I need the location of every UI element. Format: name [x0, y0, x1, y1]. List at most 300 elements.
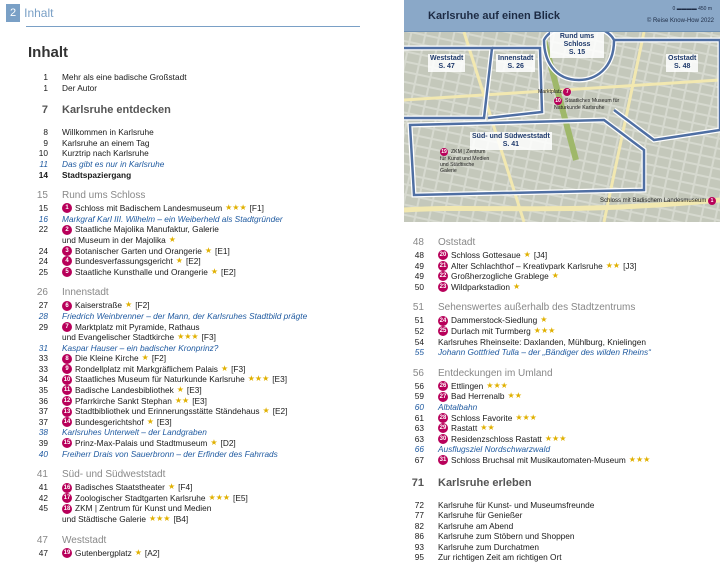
- toc-entry-title: Staatliche Majolika Manufaktur, Galerie: [75, 224, 219, 235]
- place-badge: 7: [563, 88, 571, 96]
- toc-page-number: 63: [414, 433, 424, 444]
- rating-stars: ★★: [480, 423, 495, 433]
- toc-entry[interactable]: [28, 267, 368, 278]
- toc-page-number: 82: [414, 520, 424, 531]
- map-grid-reference: [F3]: [201, 332, 216, 343]
- toc-gap: [28, 93, 368, 102]
- toc-page-number: 1: [43, 82, 48, 93]
- page-title: Inhalt: [28, 44, 68, 61]
- scale-start: 0: [672, 6, 676, 12]
- toc-entry-title: Karlsruhe erleben: [438, 476, 532, 489]
- district-name: Innenstadt: [498, 55, 534, 62]
- toc-entry-title: Gutenbergplatz: [75, 547, 132, 558]
- toc-entry[interactable]: [404, 326, 720, 337]
- toc-entry[interactable]: [404, 521, 720, 532]
- toc-entry-title: Die Kleine Kirche: [75, 353, 139, 364]
- toc-entry[interactable]: [28, 514, 368, 525]
- toc-entry[interactable]: [404, 531, 720, 542]
- toc-entry-title: Marktplatz mit Pyramide, Rathaus: [75, 321, 200, 332]
- toc-page-number: 48: [412, 237, 424, 248]
- running-header: [0, 0, 53, 26]
- district-page: S. 15: [568, 49, 586, 56]
- toc-entry[interactable]: [28, 322, 368, 333]
- toc-entry[interactable]: [28, 449, 368, 460]
- toc-entry-text: [62, 311, 307, 322]
- district-label-schloss: [550, 32, 604, 58]
- toc-page-number: 77: [414, 510, 424, 521]
- map-place-zkm: [440, 148, 490, 174]
- toc-entry[interactable]: [28, 396, 368, 407]
- scale-end: 450 m: [698, 6, 712, 12]
- toc-entry-text: [62, 224, 219, 235]
- sight-number-badge: 4: [62, 256, 72, 266]
- toc-entry-text: [438, 500, 594, 511]
- toc-page-number: 72: [414, 499, 424, 510]
- toc-entry-title: Botanischer Garten und Orangerie: [75, 245, 202, 256]
- toc-gap: [28, 459, 368, 468]
- running-header-title: Inhalt: [24, 6, 54, 20]
- toc-entry-text: [62, 148, 149, 159]
- toc-page-number: 37: [38, 406, 48, 417]
- toc-page-number: 56: [414, 380, 424, 391]
- map-scale: 0 ▬▬▬▬ 450 m: [672, 6, 712, 12]
- toc-entry-text: [62, 353, 166, 364]
- map-grid-reference: [E2]: [185, 256, 201, 267]
- toc-entry-text: [62, 214, 283, 225]
- sight-number-badge: 8: [62, 354, 72, 364]
- rating-stars: ★: [204, 245, 213, 255]
- toc-page-number: 52: [414, 325, 424, 336]
- map-grid-reference: [D2]: [220, 438, 236, 449]
- toc-page-number: 54: [414, 336, 424, 347]
- toc-entry-title: Pfarrkirche Sankt Stephan: [75, 395, 172, 406]
- map-grid-reference: [F1]: [249, 203, 264, 214]
- rating-stars: ★★: [605, 260, 621, 270]
- toc-entry-title: Schloss Gottesaue: [451, 250, 521, 260]
- toc-entry-text: [62, 322, 200, 333]
- sight-number-badge: 16: [63, 484, 71, 491]
- toc-entry-title: Johann Gottfried Tulla – der „Bändiger des wilden Rheins“: [438, 347, 651, 358]
- toc-entry-text: [438, 282, 520, 293]
- toc-page-number: 41: [38, 482, 48, 493]
- toc-page-number: 34: [38, 374, 48, 385]
- sight-number-badge: 31: [439, 457, 447, 464]
- toc-entry[interactable]: [28, 256, 368, 267]
- toc-entry-text: [62, 332, 216, 343]
- toc-entry[interactable]: [404, 510, 720, 521]
- toc-entry[interactable]: [404, 271, 720, 282]
- toc-entry-text: [438, 261, 636, 272]
- toc-entry[interactable]: [404, 500, 720, 511]
- toc-page-number: 38: [38, 427, 48, 438]
- toc-page-number: 33: [38, 363, 48, 374]
- toc-page-number: 59: [414, 391, 424, 402]
- toc-chapter-heading[interactable]: [28, 102, 368, 118]
- sight-number-badge: 17: [63, 495, 71, 502]
- toc-entry-title: Karlsruhes Unterwelt – der Landgraben: [62, 427, 207, 438]
- rating-stars: ★: [125, 300, 133, 310]
- toc-entry-text: [62, 170, 131, 181]
- toc-section-heading[interactable]: [28, 534, 368, 548]
- toc-entry-text: [438, 552, 562, 563]
- toc-entry-text: [438, 337, 646, 348]
- sight-number-badge: 26: [439, 383, 447, 390]
- sight-number-badge: 27: [439, 393, 447, 400]
- toc-entry[interactable]: [28, 353, 368, 364]
- sight-number-badge: 29: [439, 425, 447, 432]
- toc-page-number: 39: [38, 438, 48, 449]
- toc-entry-title: Großherzogliche Grablege: [451, 271, 549, 282]
- toc-entry[interactable]: [404, 315, 720, 326]
- map-grid-reference: [F2]: [135, 300, 150, 311]
- district-name: Rund ums Schloss: [559, 33, 595, 48]
- toc-page-number: 50: [414, 281, 424, 292]
- overview-map: [404, 0, 720, 222]
- sight-number-badge: 18: [63, 505, 71, 512]
- toc-page-number: 1: [43, 72, 48, 82]
- map-grid-reference: [J3]: [623, 260, 637, 271]
- toc-page-number: 9: [43, 137, 48, 148]
- toc-entry-title: Süd- und Südweststadt: [62, 469, 166, 481]
- toc-entry[interactable]: [404, 282, 720, 293]
- toc-entry-title: Alter Schlachthof – Kreativpark Karlsruhe: [451, 260, 603, 271]
- toc-entry[interactable]: [28, 364, 368, 375]
- toc-entry-text: [438, 250, 547, 261]
- rating-stars: ★★★: [225, 203, 247, 213]
- toc-entry-title: ZKM | Zentrum für Kunst und Medien: [75, 503, 212, 514]
- toc-entry-title: Staatliche Kunsthalle und Orangerie: [75, 266, 208, 277]
- toc-entry-text: [62, 514, 188, 525]
- toc-entry[interactable]: [404, 347, 720, 358]
- toc-entry-text: [62, 300, 150, 311]
- toc-entry[interactable]: [28, 406, 368, 417]
- district-label-oststadt: [666, 54, 698, 72]
- toc-entry[interactable]: [28, 332, 368, 343]
- toc-entry[interactable]: [28, 159, 368, 170]
- toc-entry-title: Zur richtigen Zeit am richtigen Ort: [438, 552, 562, 563]
- toc-entry[interactable]: [404, 542, 720, 553]
- toc-entry[interactable]: [28, 246, 368, 257]
- sight-number-badge: 22: [439, 273, 447, 280]
- toc-entry-title: Kaiserstraße: [75, 300, 123, 311]
- toc-entry[interactable]: [404, 402, 720, 413]
- toc-entry-text: [62, 396, 207, 407]
- rating-stars: ★: [220, 363, 229, 373]
- toc-page-number: 7: [41, 104, 48, 117]
- toc-entry-text: [438, 236, 475, 250]
- rating-stars: ★: [262, 406, 270, 416]
- toc-entry-title: Karlsruhe für Genießer: [438, 510, 523, 521]
- toc-entry-text: [438, 531, 575, 542]
- rating-stars: ★★★: [148, 514, 171, 523]
- place-badge: 1: [708, 197, 716, 205]
- toc-entry[interactable]: [28, 235, 368, 246]
- toc-entry[interactable]: [404, 423, 720, 434]
- district-label-innenstadt: [496, 54, 535, 72]
- toc-page-number: 16: [38, 213, 48, 224]
- toc-entry[interactable]: [28, 127, 368, 138]
- toc-gap: [28, 118, 368, 127]
- toc-page-number: 41: [36, 469, 48, 481]
- district-page: S. 41: [502, 141, 520, 148]
- toc-entry-title: Innenstadt: [62, 287, 109, 299]
- toc-page-number: 51: [414, 315, 424, 326]
- toc-entry-title: Stadtbibliothek und Erinnerungsstätte Ständehaus: [75, 406, 260, 417]
- toc-entry[interactable]: [404, 413, 720, 424]
- map-copyright: © Reise Know-How 2022: [646, 18, 714, 24]
- district-page: S. 48: [674, 63, 691, 70]
- toc-entry[interactable]: [28, 170, 368, 181]
- toc-entry[interactable]: [404, 444, 720, 455]
- toc-entry-title: Rastatt: [451, 423, 478, 434]
- sight-number-badge: 12: [63, 397, 71, 404]
- toc-entry-text: [62, 83, 97, 94]
- toc-entry[interactable]: [404, 391, 720, 402]
- toc-entry[interactable]: [28, 148, 368, 159]
- toc-entry[interactable]: [28, 503, 368, 514]
- toc-page-number: 86: [414, 531, 424, 542]
- toc-entry-title: Rondellplatz mit Markgräflichem Palais: [75, 363, 218, 374]
- toc-entry-text: [438, 381, 508, 392]
- toc-right: [404, 236, 720, 563]
- toc-entry-text: [438, 434, 566, 445]
- toc-entry[interactable]: [28, 343, 368, 354]
- toc-page-number: 49: [414, 260, 424, 271]
- toc-entry[interactable]: [404, 434, 720, 445]
- toc-entry-title: Schloss mit Badischem Landesmuseum: [75, 203, 223, 214]
- rating-stars: ★: [167, 482, 176, 492]
- map-place-marktplatz: [538, 88, 574, 96]
- toc-entry-title: Entdeckungen im Umland: [438, 367, 553, 379]
- toc-page-number: 48: [414, 250, 424, 260]
- toc-entry-text: [438, 347, 651, 358]
- map-grid-reference: [F2]: [151, 353, 167, 364]
- toc-entry[interactable]: [28, 374, 368, 385]
- toc-page-number: 93: [414, 541, 424, 552]
- toc-page-number: 47: [36, 534, 48, 546]
- toc-page-number: 60: [414, 401, 424, 412]
- rating-stars: ★: [146, 416, 154, 426]
- district-name: Oststadt: [668, 55, 697, 62]
- toc-page-number: 47: [38, 547, 48, 558]
- rating-stars: ★: [523, 250, 531, 259]
- sight-number-badge: 28: [439, 414, 447, 421]
- toc-entry[interactable]: [28, 138, 368, 149]
- toc-section-heading[interactable]: [28, 468, 368, 482]
- rating-stars: ★: [168, 234, 176, 244]
- toc-chapter-heading[interactable]: [404, 475, 720, 491]
- toc-page-number: 14: [38, 169, 48, 180]
- toc-entry[interactable]: [404, 261, 720, 272]
- toc-entry-text: [438, 301, 635, 315]
- toc-page-number: 66: [414, 444, 424, 455]
- toc-entry[interactable]: [28, 427, 368, 438]
- district-page: S. 47: [438, 63, 455, 70]
- toc-gap: [404, 292, 720, 301]
- toc-entry[interactable]: [28, 438, 368, 449]
- toc-entry-title: Wildparkstadion: [451, 281, 511, 292]
- toc-page-number: 24: [38, 256, 48, 267]
- toc-entry-text: [62, 343, 218, 354]
- toc-entry[interactable]: [28, 548, 368, 559]
- district-name: Weststadt: [430, 55, 464, 62]
- toc-entry-title: Prinz-Max-Palais und Stadtmuseum: [75, 438, 208, 449]
- toc-gap: [28, 180, 368, 189]
- map-title-bar: [404, 0, 720, 32]
- place-name: Staatliches Museum für Naturkunde Karlsruhe: [554, 98, 620, 111]
- toc-entry-title: und Museum in der Majolika: [62, 234, 166, 245]
- toc-entry-title: Badische Landesbibliothek: [75, 385, 174, 396]
- rating-stars: ★★: [174, 395, 190, 405]
- map-grid-reference: [A2]: [144, 547, 160, 558]
- sight-number-badge: 3: [62, 246, 72, 256]
- toc-page-number: 10: [38, 148, 48, 159]
- toc-entry-text: [438, 455, 650, 466]
- toc-entry-text: [438, 423, 495, 434]
- place-name: Marktplatz: [538, 89, 562, 95]
- page-number: 2: [6, 4, 20, 22]
- toc-entry-title: Dammerstock-Siedlung: [451, 315, 538, 326]
- map-grid-reference: [E3]: [156, 416, 172, 427]
- toc-entry-title: Zoologischer Stadtgarten Karlsruhe: [75, 492, 206, 503]
- toc-entry[interactable]: [404, 250, 720, 261]
- rating-stars: ★★★: [208, 492, 231, 502]
- district-name: Süd- und Südweststadt: [472, 133, 550, 140]
- toc-entry[interactable]: [28, 417, 368, 428]
- toc-left: [28, 72, 368, 558]
- toc-entry-title: Rund ums Schloss: [62, 190, 146, 202]
- toc-page-number: 22: [38, 224, 48, 235]
- toc-entry[interactable]: [404, 381, 720, 392]
- toc-entry[interactable]: [28, 311, 368, 322]
- toc-gap: [404, 466, 720, 475]
- toc-entry[interactable]: [28, 72, 368, 83]
- toc-entry-title: Stadtspaziergang: [62, 169, 132, 180]
- toc-entry-text: [62, 364, 245, 375]
- rating-stars: ★: [176, 385, 184, 395]
- toc-section-heading[interactable]: [404, 367, 720, 381]
- toc-section-heading[interactable]: [28, 189, 368, 203]
- toc-entry[interactable]: [404, 552, 720, 563]
- toc-entry-text: [438, 413, 537, 424]
- toc-entry[interactable]: [28, 83, 368, 94]
- toc-entry[interactable]: [28, 300, 368, 311]
- toc-page-number: 25: [38, 266, 48, 277]
- toc-entry-title: Durlach mit Turmberg: [451, 325, 531, 336]
- map-title: Karlsruhe auf einen Blick: [428, 10, 561, 22]
- toc-entry[interactable]: [404, 455, 720, 466]
- toc-entry[interactable]: [28, 493, 368, 504]
- right-page: [404, 0, 720, 568]
- toc-entry[interactable]: [28, 214, 368, 225]
- rating-stars: ★: [551, 271, 559, 281]
- toc-entry[interactable]: [28, 203, 368, 214]
- toc-gap: [28, 277, 368, 286]
- toc-page-number: 56: [412, 367, 424, 379]
- toc-section-heading[interactable]: [404, 301, 720, 315]
- sight-number-badge: 11: [63, 387, 71, 394]
- district-page: S. 26: [507, 63, 524, 70]
- toc-entry[interactable]: [28, 482, 368, 493]
- sight-number-badge: 14: [63, 419, 71, 426]
- toc-entry-text: [62, 159, 164, 170]
- sight-number-badge: 6: [62, 301, 72, 311]
- toc-entry-title: Bundesgerichtshof: [75, 416, 144, 427]
- toc-entry-text: [62, 189, 145, 203]
- rating-stars: ★: [513, 281, 521, 291]
- toc-page-number: 8: [43, 127, 48, 138]
- map-grid-reference: [E2]: [221, 266, 236, 277]
- toc-entry-title: Der Autor: [62, 82, 98, 93]
- toc-entry-text: [62, 286, 109, 300]
- toc-page-number: 35: [38, 385, 48, 396]
- toc-entry[interactable]: [28, 385, 368, 396]
- toc-entry-text: [62, 203, 264, 214]
- sight-number-badge: 10: [63, 376, 71, 383]
- toc-entry-title: Residenzschloss Rastatt: [451, 433, 542, 444]
- map-place-schloss: [600, 197, 719, 205]
- toc-entry-title: Karlsruhe zum Durchatmen: [438, 541, 539, 552]
- toc-page-number: 61: [414, 412, 424, 423]
- map-grid-reference: [E5]: [233, 492, 248, 503]
- toc-entry-title: Karlsruhe an einem Tag: [62, 137, 150, 148]
- toc-entry-text: [62, 449, 278, 460]
- toc-gap: [404, 491, 720, 500]
- district-label-weststadt: [428, 54, 465, 72]
- toc-entry-title: Bad Herrenalb: [451, 391, 505, 402]
- toc-page-number: 37: [38, 416, 48, 427]
- place-name: Schloss mit Badischem Landesmuseum: [600, 198, 707, 204]
- toc-page-number: 33: [38, 353, 48, 364]
- toc-entry-text: [438, 510, 522, 521]
- toc-page-number: 71: [411, 476, 424, 489]
- rating-stars: ★★★: [515, 412, 537, 422]
- rating-stars: ★: [210, 438, 218, 448]
- toc-entry-text: [438, 391, 522, 402]
- toc-page-number: 24: [38, 245, 48, 256]
- map-grid-reference: [F4]: [178, 482, 193, 493]
- toc-entry-text: [438, 315, 547, 326]
- toc-page-number: 42: [38, 492, 48, 503]
- toc-entry-title: Friedrich Weinbrenner – der Mann, der Karlsruhes Stadtbild prägte: [62, 310, 308, 321]
- toc-entry-title: Badisches Staatstheater: [75, 482, 165, 493]
- toc-entry-text: [438, 367, 553, 381]
- toc-entry-title: Sehenswertes außerhalb des Stadtzentrums: [438, 302, 636, 314]
- rating-stars: ★★★: [247, 374, 270, 384]
- toc-entry-title: Schloss Favorite: [451, 412, 513, 423]
- toc-entry-title: Willkommen in Karlsruhe: [62, 127, 154, 138]
- toc-entry-text: [62, 548, 160, 559]
- toc-entry-text: [62, 267, 236, 278]
- toc-entry-text: [62, 235, 176, 246]
- toc-entry-text: [62, 72, 187, 83]
- rating-stars: ★★★: [628, 454, 651, 464]
- toc-entry[interactable]: [28, 224, 368, 235]
- toc-section-heading[interactable]: [404, 236, 720, 250]
- sight-number-badge: 25: [439, 328, 447, 335]
- toc-page-number: 31: [38, 342, 48, 353]
- map-grid-reference: [F3]: [231, 363, 246, 374]
- toc-section-heading[interactable]: [28, 286, 368, 300]
- toc-entry[interactable]: [404, 337, 720, 348]
- toc-page-number: 11: [39, 158, 48, 169]
- rating-stars: ★: [134, 547, 142, 557]
- toc-entry-text: [438, 271, 559, 282]
- map-grid-reference: [E3]: [272, 374, 287, 385]
- sight-number-badge: 9: [62, 364, 72, 374]
- toc-entry-text: [62, 374, 287, 385]
- toc-entry-text: [438, 542, 539, 553]
